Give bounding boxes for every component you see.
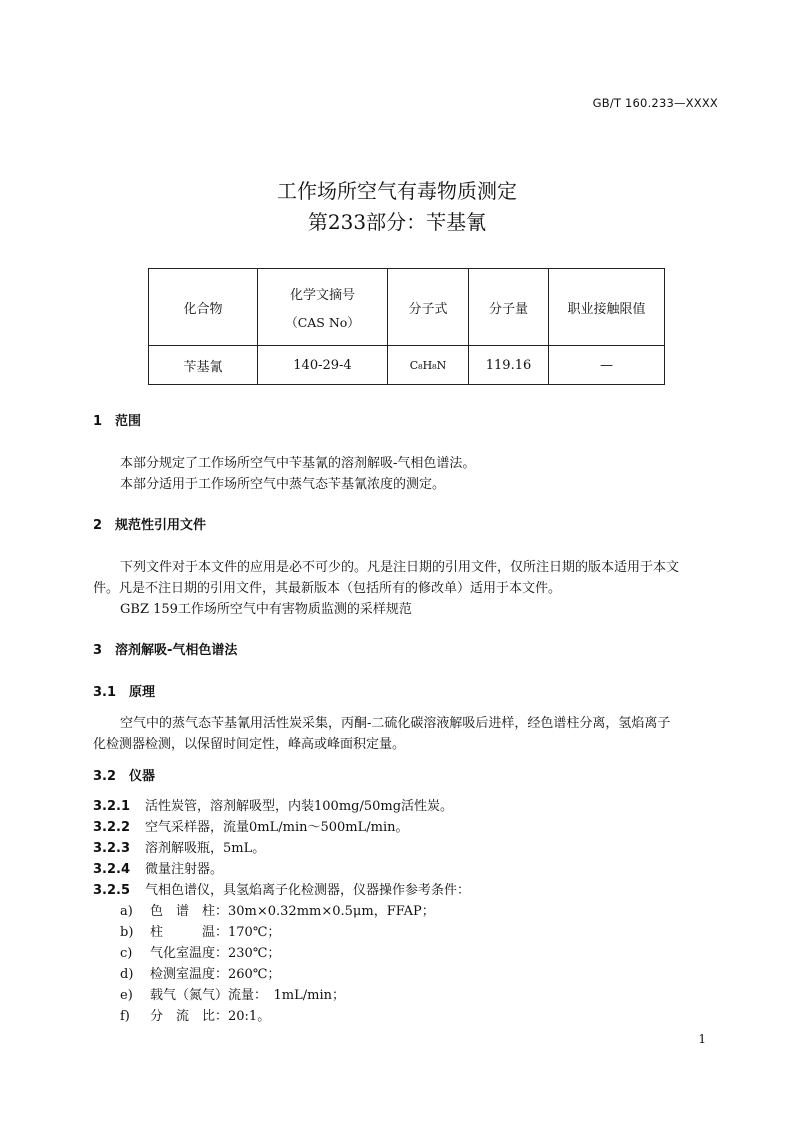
section-1-heading [93,410,141,429]
item-number: 3.2.2 [93,820,131,835]
section-3-1-paragraph-a: 空气中的蒸气态苄基氰用活性炭采集，丙酮-二硫化碳溶液解吸后进样，经色谱柱分离，氢焰离子 [120,716,671,731]
section-3-2-heading [93,765,155,784]
item-text: 气相色谱仪，具氢焰离子化检测器，仪器操作参考条件： [145,883,471,898]
item-number: 3.2.3 [93,841,131,856]
condition-item [120,942,280,961]
item-number: 3.2.5 [93,883,131,898]
item-number: 3.2.4 [93,862,131,877]
section-2-heading [93,514,206,533]
item-number: 3.2.1 [93,799,131,814]
condition-label: b) [120,925,134,940]
condition-label: f) [120,1009,130,1024]
header-cas [258,269,388,346]
section-number: 1 [93,414,103,429]
condition-item [120,1005,270,1024]
section-2-paragraph-1b: 件。凡是不注日期的引用文件，其最新版本（包括所有的修改单）适用于本文件。 [93,581,562,596]
cell-exposure-limit: — [549,346,665,385]
header-molecular-weight: 分子量 [469,269,549,346]
table-row [149,346,665,385]
condition-text: 分 流 比：20:1。 [150,1009,271,1024]
cell-molecular-weight: 119.16 [469,346,549,385]
list-item [93,879,470,898]
condition-text: 柱 温：170℃； [150,925,281,940]
list-item [93,816,408,835]
item-text: 活性炭管，溶剂解吸型，内装100mg/50mg活性炭。 [145,799,454,814]
list-item [93,795,453,814]
condition-text: 气化室温度：230℃； [150,946,281,961]
section-number: 3.1 [93,685,117,700]
condition-item [120,900,435,919]
header-cas-label: 化学文摘号 [289,287,355,303]
section-2-reference: GBZ 159工作场所空气中有害物质监测的采样规范 [120,602,412,617]
section-title: 规范性引用文件 [115,518,207,533]
cell-compound: 苄基氰 [149,346,258,385]
condition-label: d) [120,967,134,982]
substance-info-table [148,268,665,385]
page-number: 1 [698,1032,706,1046]
section-number: 3.2 [93,769,117,784]
section-1-paragraph-1: 本部分规定了工作场所空气中苄基氰的溶剂解吸-气相色谱法。 [120,456,476,471]
section-3-heading [93,639,237,658]
section-1-paragraph-2: 本部分适用于工作场所空气中蒸气态苄基氰浓度的测定。 [120,477,446,492]
header-formula: 分子式 [388,269,469,346]
section-number: 2 [93,518,103,533]
section-3-1-heading [93,681,155,700]
section-title: 溶剂解吸-气相色谱法 [115,643,238,658]
section-3-1-paragraph-b: 化检测器检测，以保留时间定性，峰高或峰面积定量。 [93,737,406,752]
cell-cas: 140-29-4 [258,346,388,385]
section-title: 仪器 [129,769,156,784]
condition-text: 检测室温度：260℃； [150,967,281,982]
section-number: 3 [93,643,103,658]
cell-formula: C₈H₈N [388,346,469,385]
item-text: 微量注射器。 [145,862,224,877]
section-2-paragraph-1a: 下列文件对于本文件的应用是必不可少的。凡是注日期的引用文件，仅所注日期的版本适用于本文 [120,560,680,575]
header-compound: 化合物 [149,269,258,346]
condition-item [120,963,280,982]
table-header-row [149,269,665,346]
standard-number: GB/T 160.233—XXXX [592,96,718,110]
item-text: 溶剂解吸瓶，5mL。 [145,841,266,856]
condition-item [120,984,345,1003]
header-exposure-limit: 职业接触限值 [549,269,665,346]
condition-text: 色 谱 柱：30m×0.32mm×0.5μm，FFAP； [150,904,435,919]
document-subtitle: 第233部分：苄基氰 [307,210,487,234]
document-title: 工作场所空气有毒物质测定 [277,179,517,203]
list-item [93,858,223,877]
item-text: 空气采样器，流量0mL/min～500mL/min。 [145,820,409,835]
condition-item [120,921,280,940]
list-item [93,837,265,856]
condition-label: c) [120,946,133,961]
condition-text: 载气（氮气）流量： 1mL/min； [150,988,345,1003]
condition-label: a) [120,904,133,919]
section-title: 范围 [115,414,142,429]
section-title: 原理 [129,685,156,700]
header-cas-sub: （CAS No） [285,314,360,330]
condition-label: e) [120,988,133,1003]
